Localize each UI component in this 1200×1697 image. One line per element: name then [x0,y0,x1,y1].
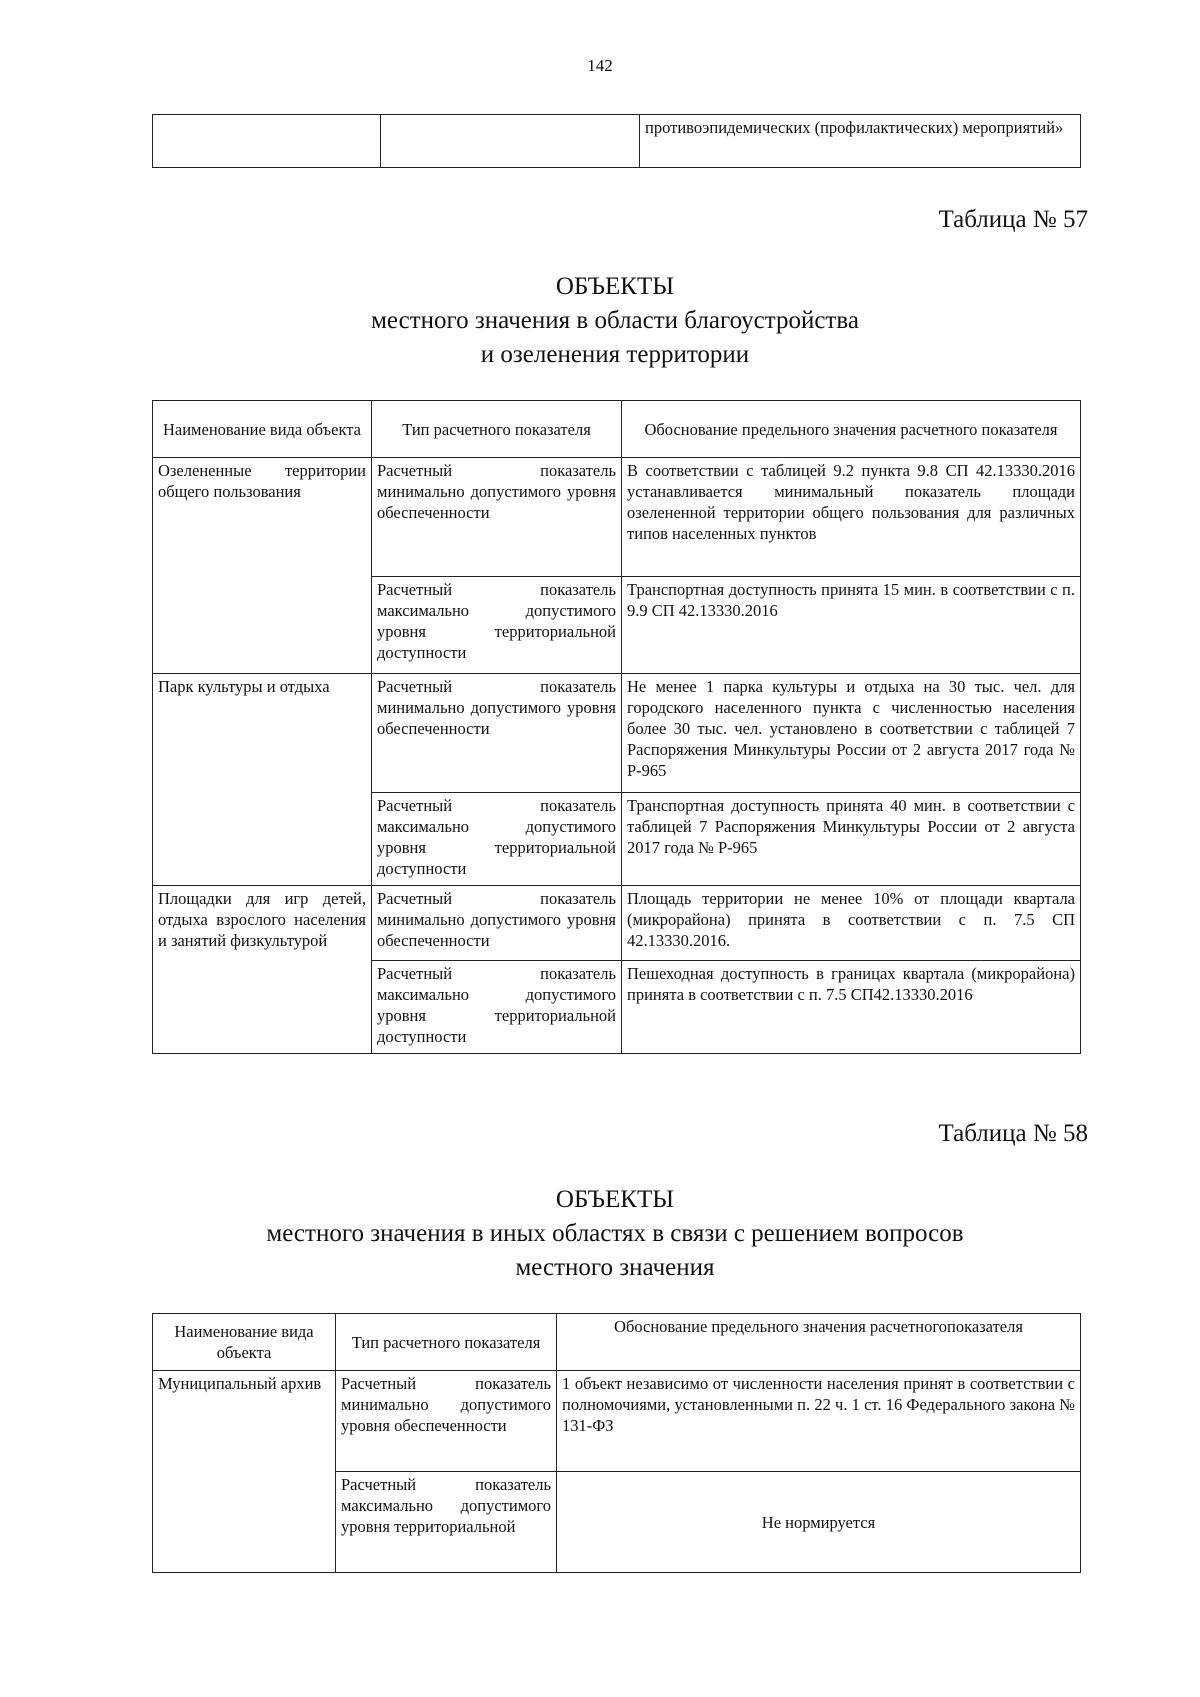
table-57 [152,400,1081,1054]
table-row [153,458,1081,577]
basis-cell: Площадь территории не менее 10% от площади квартала (микрорайона) принята в соответствии с п. 7.5 СП 42.13330.2016. [622,886,1081,961]
heading-title: ОБЪЕКТЫ [555,273,675,300]
table-row [153,115,1081,168]
column-header: Обоснование предельного значения расчетногопоказателя [557,1314,1081,1371]
table-header-row [153,1314,1081,1371]
table-row [153,886,1081,961]
basis-cell: Транспортная доступность принята 15 мин. в соответствии с п. 9.9 СП 42.13330.2016 [622,577,1081,674]
indicator-type-cell: Расчетный показатель минимально допустимого уровня обеспеченности [372,674,622,793]
column-header: Наименование вида объекта [153,1314,336,1371]
table-header-row [153,401,1081,458]
column-header: Обоснование предельного значения расчетного показателя [622,401,1081,458]
indicator-type-cell: Расчетный показатель максимально допустимого уровня территориальной доступности [372,577,622,674]
heading-subtitle: местного значения [515,1254,715,1281]
table-cell: противоэпидемических (профилактических) мероприятий» [640,115,1081,168]
table-cell [381,115,640,168]
table-caption: Таблица № 58 [938,1120,1088,1147]
heading-subtitle: и озеленения территории [480,341,750,368]
table-row [153,1371,1081,1472]
table-row [153,674,1081,793]
heading-title: ОБЪЕКТЫ [555,1186,675,1213]
continuation-table [152,114,1081,168]
column-header: Наименование вида объекта [153,401,372,458]
basis-cell: 1 объект независимо от численности населения принят в соответствии с полномочиями, установленными п. 22 ч. 1 ст. 16 Федерального закона № 131-ФЗ [557,1371,1081,1472]
indicator-type-cell: Расчетный показатель минимально допустимого уровня обеспеченности [336,1371,557,1472]
object-name-cell: Озелененные территории общего пользования [153,458,372,674]
basis-cell: Транспортная доступность принята 40 мин. в соответствии с таблицей 7 Распоряжения Минкультуры России от 2 августа 2017 года № Р-965 [622,793,1081,886]
indicator-type-cell: Расчетный показатель минимально допустимого уровня обеспеченности [372,886,622,961]
heading-subtitle: местного значения в иных областях в связи с решением вопросов [266,1220,964,1247]
indicator-type-cell: Расчетный показатель максимально допустимого уровня территориальной доступности [372,961,622,1054]
heading-subtitle: местного значения в области благоустройства [371,307,859,334]
indicator-type-cell: Расчетный показатель максимально допустимого уровня территориальной [336,1472,557,1573]
basis-cell: В соответствии с таблицей 9.2 пункта 9.8 СП 42.13330.2016 устанавливается минимальный показатель площади озелененной территории общего пользования для различных типов населенных пунктов [622,458,1081,577]
table-cell [153,115,381,168]
indicator-type-cell: Расчетный показатель минимально допустимого уровня обеспеченности [372,458,622,577]
column-header: Тип расчетного показателя [372,401,622,458]
basis-cell: Пешеходная доступность в границах квартала (микрорайона) принята в соответствии с п. 7.5 СП42.13330.2016 [622,961,1081,1054]
column-header: Тип расчетного показателя [336,1314,557,1371]
object-name-cell: Площадки для игр детей, отдыха взрослого населения и занятий физкультурой [153,886,372,1054]
basis-cell: Не менее 1 парка культуры и отдыха на 30 тыс. чел. для городского населенного пункта с численностью населения более 30 тыс. чел. установлено в соответствии с таблицей 7 Распоряжения Минкультуры России от 2 августа 2017 года № Р-965 [622,674,1081,793]
page-number: 142 [587,56,613,75]
table-caption: Таблица № 57 [938,206,1088,233]
object-name-cell: Муниципальный архив [153,1371,336,1573]
table-heading [0,270,1200,372]
table-58 [152,1313,1081,1573]
table-heading [0,1183,1200,1285]
basis-cell: Не нормируется [557,1472,1081,1573]
indicator-type-cell: Расчетный показатель максимально допустимого уровня территориальной доступности [372,793,622,886]
object-name-cell: Парк культуры и отдыха [153,674,372,886]
